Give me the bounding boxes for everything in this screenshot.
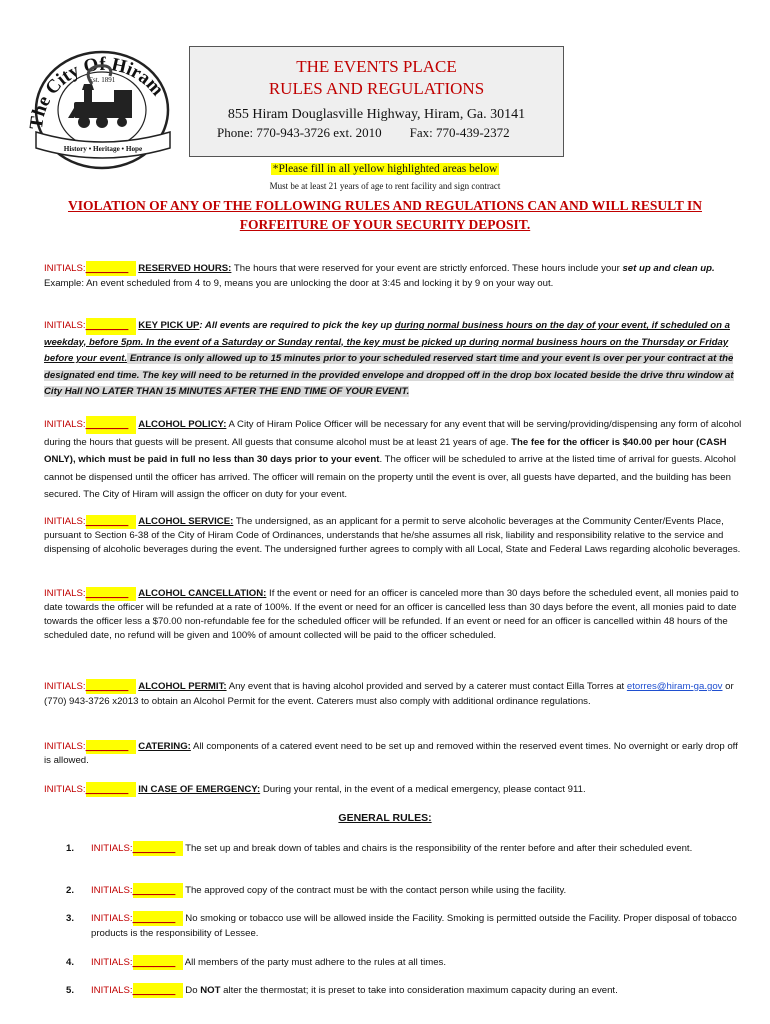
section-reserved-hours — [44, 261, 744, 291]
initials-label: INITIALS: — [91, 985, 133, 996]
section-emergency — [44, 782, 744, 797]
initials-field-alcohol-permit[interactable]: ________ — [86, 679, 136, 694]
initials-field-rule-5[interactable]: ________ — [133, 983, 183, 998]
general-rule-2 — [66, 883, 746, 898]
initials-field-alcohol-cancellation[interactable]: ________ — [86, 587, 136, 601]
initials-label: INITIALS: — [44, 784, 86, 795]
logo-seal — [22, 40, 180, 170]
alcohol-service-text: The undersigned, as an applicant for a permit to serve alcoholic beverages at the Community Center/Events Place, pursuant to Section 6-38 of the City of Hiram Code of Ordinances, understands that he/she assumes all risk, liability and responsibility relative to the service and dispensing of alcoholic beverages during the event. The undersigned further agrees to comply with all Local, State and Federal Laws regarding alcoholic beverages. — [44, 516, 741, 555]
initials-field-rule-1[interactable]: ________ — [133, 841, 183, 856]
title-events-place: THE EVENTS PLACE — [296, 57, 457, 76]
rule-text: alter the thermostat; it is preset to take into consideration maximum capacity during an event. — [220, 985, 618, 996]
section-alcohol-cancellation — [44, 587, 744, 643]
heading-reserved-hours: RESERVED HOURS: — [138, 263, 232, 274]
initials-label: INITIALS: — [44, 741, 86, 752]
city-of-hiram-logo — [22, 40, 180, 170]
rule-number: 5. — [66, 985, 75, 996]
heading-key-pickup: KEY PICK UP — [138, 320, 200, 331]
violation-warning: VIOLATION OF ANY OF THE FOLLOWING RULES AND REGULATIONS CAN AND WILL RESULT IN FORFEITURE OF YOUR SECURITY DEPOSIT. — [67, 198, 702, 232]
initials-field-alcohol-policy[interactable]: ________ — [86, 416, 136, 434]
general-rule-1 — [66, 841, 746, 856]
alcohol-permit-text-1: Any event that is having alcohol provided and served by a caterer must contact Eilla Torres at — [226, 681, 627, 692]
initials-field-emergency[interactable]: ________ — [86, 782, 136, 797]
heading-alcohol-policy: ALCOHOL POLICY: — [138, 419, 227, 430]
rule-not-bold: NOT — [200, 985, 221, 996]
fax: Fax: 770-439-2372 — [409, 125, 510, 140]
initials-field-rule-4[interactable]: ________ — [133, 955, 183, 970]
alcohol-policy-text-2: . The officer will be scheduled to arrive at the listed time of arrival for guests. Alcohol cannot be dispensed until the officer has arrived. The officer will remain on the property until the event is over, all guests have departed, and the building has been secured. The City of Hiram will assign the officer on duty for your event. — [44, 454, 736, 500]
alcohol-policy-fee: The fee for the officer is $40.00 per hour (CASH ONLY), which must be paid in full no less than 30 days prior to your event — [44, 436, 727, 465]
initials-label: INITIALS: — [91, 913, 133, 924]
logo-est: Est. 1891 — [88, 76, 116, 84]
initials-label: INITIALS: — [44, 681, 86, 692]
general-rule-4 — [66, 955, 746, 970]
key-text-1: : All events are required to pick the key up — [199, 320, 395, 331]
emergency-text: During your rental, in the event of a medical emergency, please contact 911. — [260, 784, 586, 795]
rule-text: All members of the party must adhere to the rules at all times. — [182, 957, 447, 968]
rule-text: The approved copy of the contract must be with the contact person while using the facility. — [182, 885, 567, 896]
heading-alcohol-permit: ALCOHOL PERMIT: — [138, 681, 227, 692]
rule-text: Do — [182, 985, 201, 996]
section-key-pickup — [44, 318, 744, 401]
catering-text: All components of a catered event need to be set up and removed within the reserved event times. No overnight or early drop off is allowed. — [44, 741, 738, 766]
initials-label: INITIALS: — [44, 419, 86, 430]
heading-emergency: IN CASE OF EMERGENCY: — [138, 784, 261, 795]
age-requirement: Must be at least 21 years of age to rent facility and sign contract — [269, 181, 501, 191]
section-alcohol-permit — [44, 679, 744, 709]
reserved-text: The hours that were reserved for your event are strictly enforced. These hours include your — [231, 263, 623, 274]
email-link[interactable]: etorres@hiram-ga.gov — [626, 681, 723, 692]
initials-field-rule-3[interactable]: ________ — [133, 911, 183, 926]
phone-line — [190, 124, 563, 142]
initials-label: INITIALS: — [91, 885, 133, 896]
initials-field-reserved-hours[interactable]: ________ — [86, 261, 136, 276]
rule-text: The set up and break down of tables and chairs is the responsibility of the renter before and after their scheduled event. — [182, 843, 693, 854]
address: 855 Hiram Douglasville Highway, Hiram, Ga. 30141 — [227, 107, 526, 122]
initials-field-key-pickup[interactable]: ________ — [86, 318, 136, 335]
reserved-setup-cleanup: set up and clean up. — [622, 263, 715, 274]
initials-field-catering[interactable]: ________ — [86, 740, 136, 754]
initials-field-rule-2[interactable]: ________ — [133, 883, 183, 898]
alcohol-cancellation-text: If the event or need for an officer is canceled more than 30 days before the scheduled event, all monies paid to date towards the officer will be refunded at a rate of 100%. If the event or need for an officer is cancelled less than 30 days before the event, all monies paid to date towards the officer less a $70.00 non-refundable fee for the scheduled officer will be refunded. If an event or need for an officer is cancelled within 48 hours of the scheduled date, no refund will be given and 100% of amount collected will be paid to the officer scheduled. — [44, 588, 739, 641]
section-catering — [44, 740, 744, 768]
general-rule-5 — [66, 983, 746, 998]
key-text-2: Entrance is only allowed up to 15 minutes prior to your scheduled reserved start time and your event is over per your contract at the designated end time. The key will need to be returned in the provided envelope and dropped off in the drop box located beside the drive thru window at City Hall NO LATER THAN 15 MINUTES AFTER THE END TIME OF YOUR EVENT. — [44, 353, 734, 397]
heading-alcohol-cancellation: ALCOHOL CANCELLATION: — [138, 588, 267, 599]
rule-number: 1. — [66, 843, 75, 854]
rule-number: 2. — [66, 885, 75, 896]
rule-number: 3. — [66, 913, 75, 924]
initials-label: INITIALS: — [44, 263, 86, 274]
rule-text: No smoking or tobacco use will be allowed inside the Facility. Smoking is permitted outside the Facility. Proper disposal of tobacco products is the responsibility of Lessee. — [91, 913, 737, 939]
initials-label: INITIALS: — [44, 516, 86, 527]
general-rule-3 — [66, 911, 746, 941]
fill-yellow-note — [0, 163, 770, 175]
logo-banner-text: History • Heritage • Hope — [63, 145, 143, 153]
heading-alcohol-service: ALCOHOL SERVICE: — [138, 516, 234, 527]
logo-arc-text: The City Of Hiram — [25, 53, 168, 131]
initials-label: INITIALS: — [44, 320, 86, 331]
initials-label: INITIALS: — [91, 957, 133, 968]
section-alcohol-service — [44, 515, 744, 557]
title-box — [189, 46, 564, 157]
initials-label: INITIALS: — [44, 588, 86, 599]
section-alcohol-policy — [44, 416, 744, 504]
initials-field-alcohol-service[interactable]: ________ — [86, 515, 136, 529]
key-text-underlined: during normal business hours on the day of your event, if scheduled on a weekday, before 5pm. In the event of a Saturday or Sunday rental, the key must be picked up during normal business hours on the Thursday or Friday before your event. — [44, 320, 731, 364]
initials-label: INITIALS: — [91, 843, 133, 854]
alcohol-permit-text-2: or (770) 943-3726 x2013 to obtain an Alcohol Permit for the event. Caterers must also comply with additional ordinance regulations. — [44, 681, 734, 707]
phone: Phone: 770-943-3726 ext. 2010 — [217, 125, 382, 140]
alcohol-policy-text-1: A City of Hiram Police Officer will be necessary for any event that will be serving/providing/dispensing any form of alcohol during the hours that guests will be present. All guests that consume alcohol must be at least 21 years of age. — [44, 419, 742, 448]
note-text: *Please fill in all yellow highlighted areas below — [272, 163, 498, 175]
reserved-example: Example: An event scheduled from 4 to 9, means you are unlocking the door at 3:45 and locking it by 9 on your way out. — [44, 278, 554, 289]
title-rules: RULES AND REGULATIONS — [268, 79, 485, 98]
general-rules-heading: GENERAL RULES: — [338, 812, 432, 824]
rule-number: 4. — [66, 957, 75, 968]
heading-catering: CATERING: — [138, 741, 191, 752]
